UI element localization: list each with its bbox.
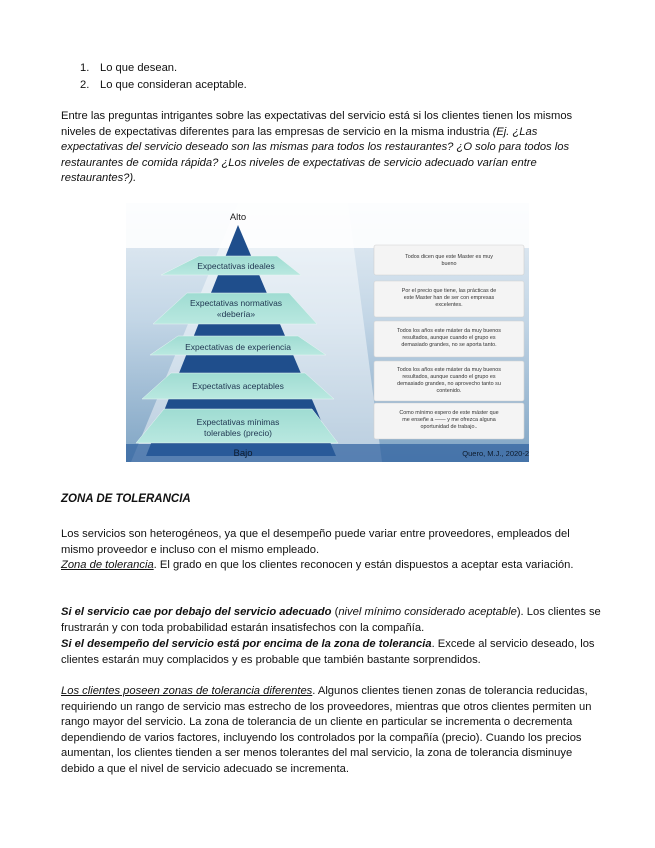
figure-citation: Quero, M.J., 2020-2 [462,449,529,458]
quote-line: Todos dicen que este Master es muy [405,254,493,260]
quote-line: excelentes. [435,302,463,308]
quote-line: me enseñe a —— y me ofrezca alguna [402,417,496,423]
quote-line: bueno [441,261,457,267]
level-label: Expectativas normativas [189,298,283,308]
quote-line: oportunidad de trabajo.. [420,424,478,430]
level-label: «debería» [216,309,256,319]
top-label: Alto [229,212,247,223]
pyramid-diagram [126,203,529,462]
bottom-label: Bajo [233,448,253,459]
quote-line: resultados, aunque cuando el grupo es [402,335,496,341]
level-label: Expectativas ideales [197,261,275,271]
quote-line: Todos los años este máster da muy buenos [397,328,501,334]
term-zonas-diferentes: Los clientes poseen zonas de tolerancia diferentes [61,685,313,697]
paragraph-above-tolerance: Si el desempeño del servicio está por encima de la zona de tolerancia. Excede al servicio deseado, los clientes estarán muy complacidos y es probable que también bastante sorprendidos. [61,638,595,666]
quote-line: Por el precio que tiene, las prácticas de [401,288,497,294]
level-label: Expectativas mínimas [196,417,280,427]
paragraph-expectations-question: Entre las preguntas intrigantes sobre las expectativas del servicio está si los clientes tienen los mismos niveles de expectativas diferentes para las empresas de servicio en la misma industria (Ej. ¿Las expectativas del servicio deseado son las mismas para todos los restaurantes? ¿O solo para todos los restaurantes de comida rápida? ¿Los niveles de expectativas de servicio adecuado varían entre restaurantes?). [61,110,573,184]
paragraph-below-adequate: Si el servicio cae por debajo del servicio adecuado (nivel mínimo considerado aceptable). Los clientes se frustrarán y con toda probabilidad estarán insatisfechos con la compañía. [61,606,601,634]
quote-line: Todos los años este máster da muy buenos [397,367,501,373]
expectations-list [80,60,247,93]
quote-line: este Master han de ser con empresas [403,295,495,301]
paragraph-tolerance-definition: Zona de tolerancia. El grado en que los clientes reconocen y están dispuestos a aceptar esta variación. [61,559,574,571]
quote-line: Como mínimo espero de este máster que [399,410,499,416]
quote-line: demasiado grandes, no aprovecho tanto su [397,381,501,387]
level-label: tolerables (precio) [203,428,273,438]
quote-line: contenido. [436,388,462,394]
list-item: 2. Lo que consideran aceptable. [80,78,247,91]
level-label: Expectativas aceptables [192,381,284,391]
section-heading: ZONA DE TOLERANCIA [61,493,191,505]
paragraph-different-zones: Los clientes poseen zonas de tolerancia diferentes. Algunos clientes tienen zonas de tolerancia reducidas, requiriendo un rango de servicio mas estrecho de los proveedores, mientras que otros clientes permiten un rango mayor del servicio. La zona de tolerancia de un cliente en particular se incrementa o decrementa dependiendo de varios factores, incluyendo los controlados por la compañía (precio). Cuando los precios aumentan, los clientes tienden a ser menos tolerantes del mal servicio, la zona de tolerancia disminuye debido a que el nivel de servicio adecuado se incrementa. [61,685,592,775]
expectations-pyramid-figure [126,203,529,462]
term-zona-tolerancia: Zona de tolerancia [61,559,154,571]
quote-line: resultados, aunque cuando el grupo es [402,374,496,380]
quote-box [374,245,524,275]
level-label: Expectativas de experiencia [185,342,291,352]
quote-line: demasiado grandes, no se aporta tanto. [401,342,497,348]
list-item: 1. Lo que desean. [80,62,178,74]
paragraph-heterogeneous: Los servicios son heterogéneos, ya que el desempeño puede variar entre proveedores, empleados del mismo proveedor e incluso con el mismo empleado. [61,528,570,556]
